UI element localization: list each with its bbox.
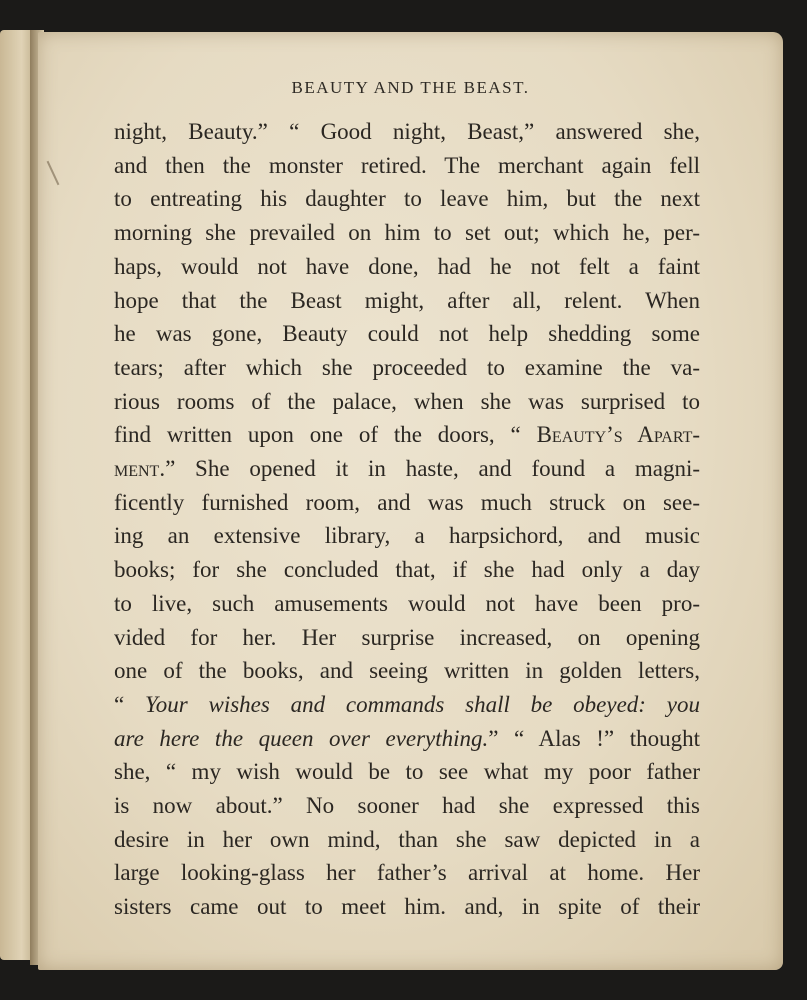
text-run: find written upon one of the doors, “ — [114, 422, 537, 448]
text-run: she, “ my wish would be to see what my poor father — [114, 759, 700, 785]
text-run: night, Beauty.” “ Good night, Beast,” answered she, — [114, 119, 700, 144]
text-run: Your wishes and commands shall be obeyed: you — [145, 691, 700, 717]
text-run: is now about.” No sooner had she expressed this — [114, 793, 700, 819]
text-run: large looking-glass her father’s arrival at home. Her — [114, 860, 700, 886]
text-line — [114, 351, 700, 385]
text-line — [114, 385, 700, 419]
text-run: ficently furnished room, and was much struck on see- — [114, 489, 700, 515]
running-head: BEAUTY AND THE BEAST. — [291, 78, 530, 97]
text-line — [114, 216, 700, 250]
text-line — [114, 519, 700, 553]
text-run: Beauty’s Apart- — [536, 422, 701, 448]
text-line — [114, 587, 700, 621]
text-line — [114, 486, 700, 520]
text-line — [114, 317, 700, 351]
text-run: desire in her own mind, than she saw depicted in a — [114, 826, 700, 852]
text-run: haps, would not have done, had he not felt a faint — [114, 253, 700, 279]
text-line — [114, 418, 700, 452]
text-line — [114, 688, 700, 722]
text-run: ment. — [114, 456, 166, 482]
text-line — [114, 149, 700, 183]
text-run: morning she prevailed on him to set out; which he, per- — [114, 220, 700, 246]
body-text — [114, 115, 700, 924]
book-page — [38, 32, 783, 970]
text-run: ” She opened it in haste, and found a magni- — [165, 456, 700, 482]
text-run: books; for she concluded that, if she had only a day — [114, 557, 700, 583]
margin-mark — [47, 161, 60, 185]
text-line — [114, 250, 700, 284]
text-line — [114, 856, 700, 890]
text-run: one of the books, and seeing written in golden letters, — [114, 658, 700, 684]
text-line — [114, 890, 700, 924]
text-line — [114, 823, 700, 857]
text-run: he was gone, Beauty could not help shedding some — [114, 321, 700, 347]
text-line — [114, 722, 700, 756]
text-run: to live, such amusements would not have been pro- — [114, 590, 700, 616]
text-run: ing an extensive library, a harpsichord, and music — [114, 523, 700, 549]
text-line — [114, 284, 700, 318]
text-run: hope that the Beast might, after all, relent. When — [114, 287, 700, 313]
text-run: tears; after which she proceeded to examine the va- — [114, 354, 700, 380]
text-line — [114, 182, 700, 216]
text-run: and then the monster retired. The merchant again fell — [114, 152, 700, 178]
text-line — [114, 621, 700, 655]
text-line — [114, 654, 700, 688]
text-line — [114, 755, 700, 789]
text-run: vided for her. Her surprise increased, on opening — [114, 624, 700, 650]
text-line — [114, 452, 700, 486]
text-run: rious rooms of the palace, when she was surprised to — [114, 388, 700, 414]
text-run: sisters came out to meet him. and, in spite of their — [114, 894, 700, 920]
text-run: ” “ Alas !” thought — [488, 725, 700, 751]
text-line — [114, 789, 700, 823]
text-run: are here the queen over everything. — [114, 725, 489, 751]
text-line — [114, 115, 700, 149]
text-run: “ — [114, 691, 146, 717]
text-run: to entreating his daughter to leave him, but the next — [114, 186, 700, 212]
text-line — [114, 553, 700, 587]
